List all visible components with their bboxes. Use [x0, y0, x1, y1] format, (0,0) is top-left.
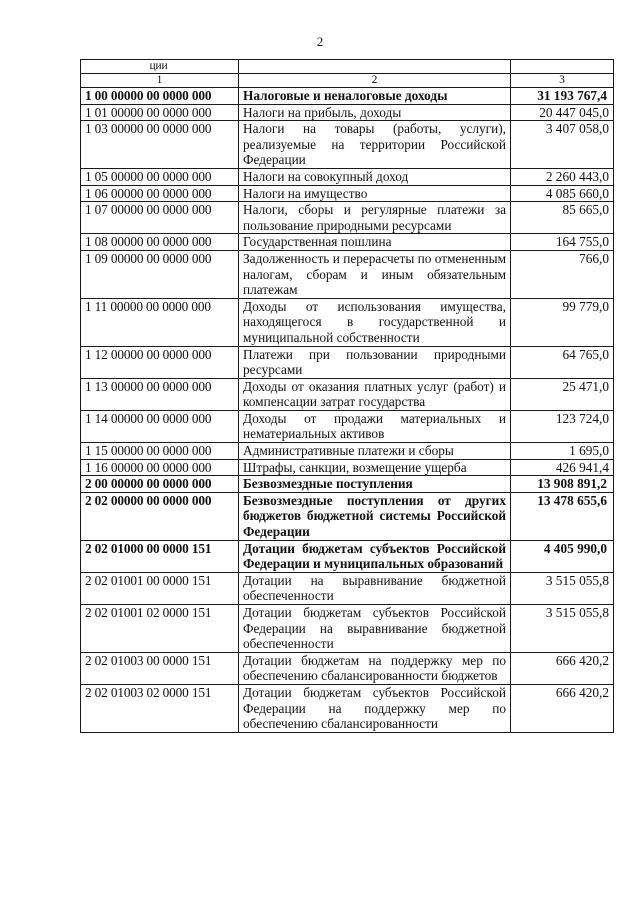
row-sum-cell: 3 407 058,0 [511, 121, 614, 169]
table-row [81, 652, 614, 684]
row-name-cell: Налоги, сборы и регулярные платежи за пользование природными ресурсами [239, 202, 511, 234]
row-name-cell: Доходы от использования имущества, находящегося в государственной и муниципальной собственности [239, 298, 511, 346]
header-name-cell [239, 60, 511, 74]
row-sum-cell: 25 471,0 [511, 378, 614, 410]
row-name-cell: Налоговые и неналоговые доходы [239, 88, 511, 105]
row-name-cell: Дотации бюджетам субъектов Российской Федерации и муниципальных образований [239, 540, 511, 572]
row-code-cell: 2 02 01001 02 0000 151 [81, 605, 239, 653]
row-sum-cell: 31 193 767,4 [511, 88, 614, 105]
row-name-cell: Налоги на совокупный доход [239, 168, 511, 185]
table-row [81, 168, 614, 185]
row-name-cell: Дотации бюджетам субъектов Российской Федерации на поддержку мер по обеспечению сбалансированности [239, 684, 511, 732]
row-sum-cell: 123 724,0 [511, 410, 614, 442]
table-row [81, 605, 614, 653]
row-name-cell: Дотации бюджетам на поддержку мер по обеспечению сбалансированности бюджетов [239, 652, 511, 684]
row-name-cell: Доходы от продажи материальных и нематериальных активов [239, 410, 511, 442]
row-name-cell: Налоги на товары (работы, услуги), реализуемые на территории Российской Федерации [239, 121, 511, 169]
table-row [81, 298, 614, 346]
row-sum-cell: 4 085 660,0 [511, 185, 614, 202]
row-code-cell: 1 16 00000 00 0000 000 [81, 459, 239, 476]
row-name-cell: Платежи при пользовании природными ресурсами [239, 346, 511, 378]
table-row [81, 378, 614, 410]
table-row [81, 121, 614, 169]
header-code-cell: ции [81, 60, 239, 74]
table-row [81, 234, 614, 251]
table-row [81, 572, 614, 604]
row-code-cell: 1 14 00000 00 0000 000 [81, 410, 239, 442]
row-sum-cell: 20 447 045,0 [511, 104, 614, 121]
table-row [81, 346, 614, 378]
row-code-cell: 2 02 01003 00 0000 151 [81, 652, 239, 684]
row-sum-cell: 4 405 990,0 [511, 540, 614, 572]
row-code-cell: 1 12 00000 00 0000 000 [81, 346, 239, 378]
header-sum-cell [511, 60, 614, 74]
table-row [81, 185, 614, 202]
row-sum-cell: 13 908 891,2 [511, 476, 614, 493]
row-code-cell: 1 11 00000 00 0000 000 [81, 298, 239, 346]
row-code-cell: 1 03 00000 00 0000 000 [81, 121, 239, 169]
row-name-cell: Безвозмездные поступления [239, 476, 511, 493]
row-name-cell: Дотации на выравнивание бюджетной обеспеченности [239, 572, 511, 604]
row-name-cell: Доходы от оказания платных услуг (работ) и компенсации затрат государства [239, 378, 511, 410]
column-number-1: 1 [81, 74, 239, 88]
row-name-cell: Дотации бюджетам субъектов Российской Федерации на выравнивание бюджетной обеспеченности [239, 605, 511, 653]
table-row [81, 88, 614, 105]
table-row [81, 104, 614, 121]
row-code-cell: 1 08 00000 00 0000 000 [81, 234, 239, 251]
row-sum-cell: 164 755,0 [511, 234, 614, 251]
table-row [81, 443, 614, 460]
row-code-cell: 2 02 00000 00 0000 000 [81, 492, 239, 540]
row-code-cell: 2 00 00000 00 0000 000 [81, 476, 239, 493]
row-name-cell: Административные платежи и сборы [239, 443, 511, 460]
row-sum-cell: 64 765,0 [511, 346, 614, 378]
revenue-table [80, 59, 614, 733]
row-sum-cell: 99 779,0 [511, 298, 614, 346]
row-code-cell: 1 13 00000 00 0000 000 [81, 378, 239, 410]
table-row [81, 459, 614, 476]
row-code-cell: 1 01 00000 00 0000 000 [81, 104, 239, 121]
row-name-cell: Задолженность и перерасчеты по отмененным налогам, сборам и иным обязательным платежам [239, 250, 511, 298]
row-sum-cell: 766,0 [511, 250, 614, 298]
row-sum-cell: 13 478 655,6 [511, 492, 614, 540]
row-name-cell: Налоги на прибыль, доходы [239, 104, 511, 121]
row-code-cell: 2 02 01001 00 0000 151 [81, 572, 239, 604]
table-row [81, 410, 614, 442]
table-row [81, 476, 614, 493]
row-sum-cell: 666 420,2 [511, 652, 614, 684]
table-header-row [81, 60, 614, 74]
row-code-cell: 1 00 00000 00 0000 000 [81, 88, 239, 105]
column-numbers-row [81, 74, 614, 88]
row-code-cell: 1 15 00000 00 0000 000 [81, 443, 239, 460]
table-row [81, 684, 614, 732]
row-sum-cell: 3 515 055,8 [511, 605, 614, 653]
row-code-cell: 2 02 01000 00 0000 151 [81, 540, 239, 572]
table-row [81, 202, 614, 234]
row-sum-cell: 3 515 055,8 [511, 572, 614, 604]
table-row [81, 250, 614, 298]
revenue-table-body [81, 60, 614, 733]
table-row [81, 492, 614, 540]
row-code-cell: 1 07 00000 00 0000 000 [81, 202, 239, 234]
row-sum-cell: 666 420,2 [511, 684, 614, 732]
row-sum-cell: 1 695,0 [511, 443, 614, 460]
row-code-cell: 1 05 00000 00 0000 000 [81, 168, 239, 185]
row-sum-cell: 85 665,0 [511, 202, 614, 234]
row-name-cell: Безвозмездные поступления от других бюджетов бюджетной системы Российской Федерации [239, 492, 511, 540]
column-number-2: 2 [239, 74, 511, 88]
column-number-3: 3 [511, 74, 614, 88]
row-name-cell: Налоги на имущество [239, 185, 511, 202]
row-code-cell: 2 02 01003 02 0000 151 [81, 684, 239, 732]
row-name-cell: Штрафы, санкции, возмещение ущерба [239, 459, 511, 476]
page-number: 2 [316, 34, 324, 49]
row-code-cell: 1 09 00000 00 0000 000 [81, 250, 239, 298]
row-code-cell: 1 06 00000 00 0000 000 [81, 185, 239, 202]
row-name-cell: Государственная пошлина [239, 234, 511, 251]
table-row [81, 540, 614, 572]
row-sum-cell: 2 260 443,0 [511, 168, 614, 185]
row-sum-cell: 426 941,4 [511, 459, 614, 476]
